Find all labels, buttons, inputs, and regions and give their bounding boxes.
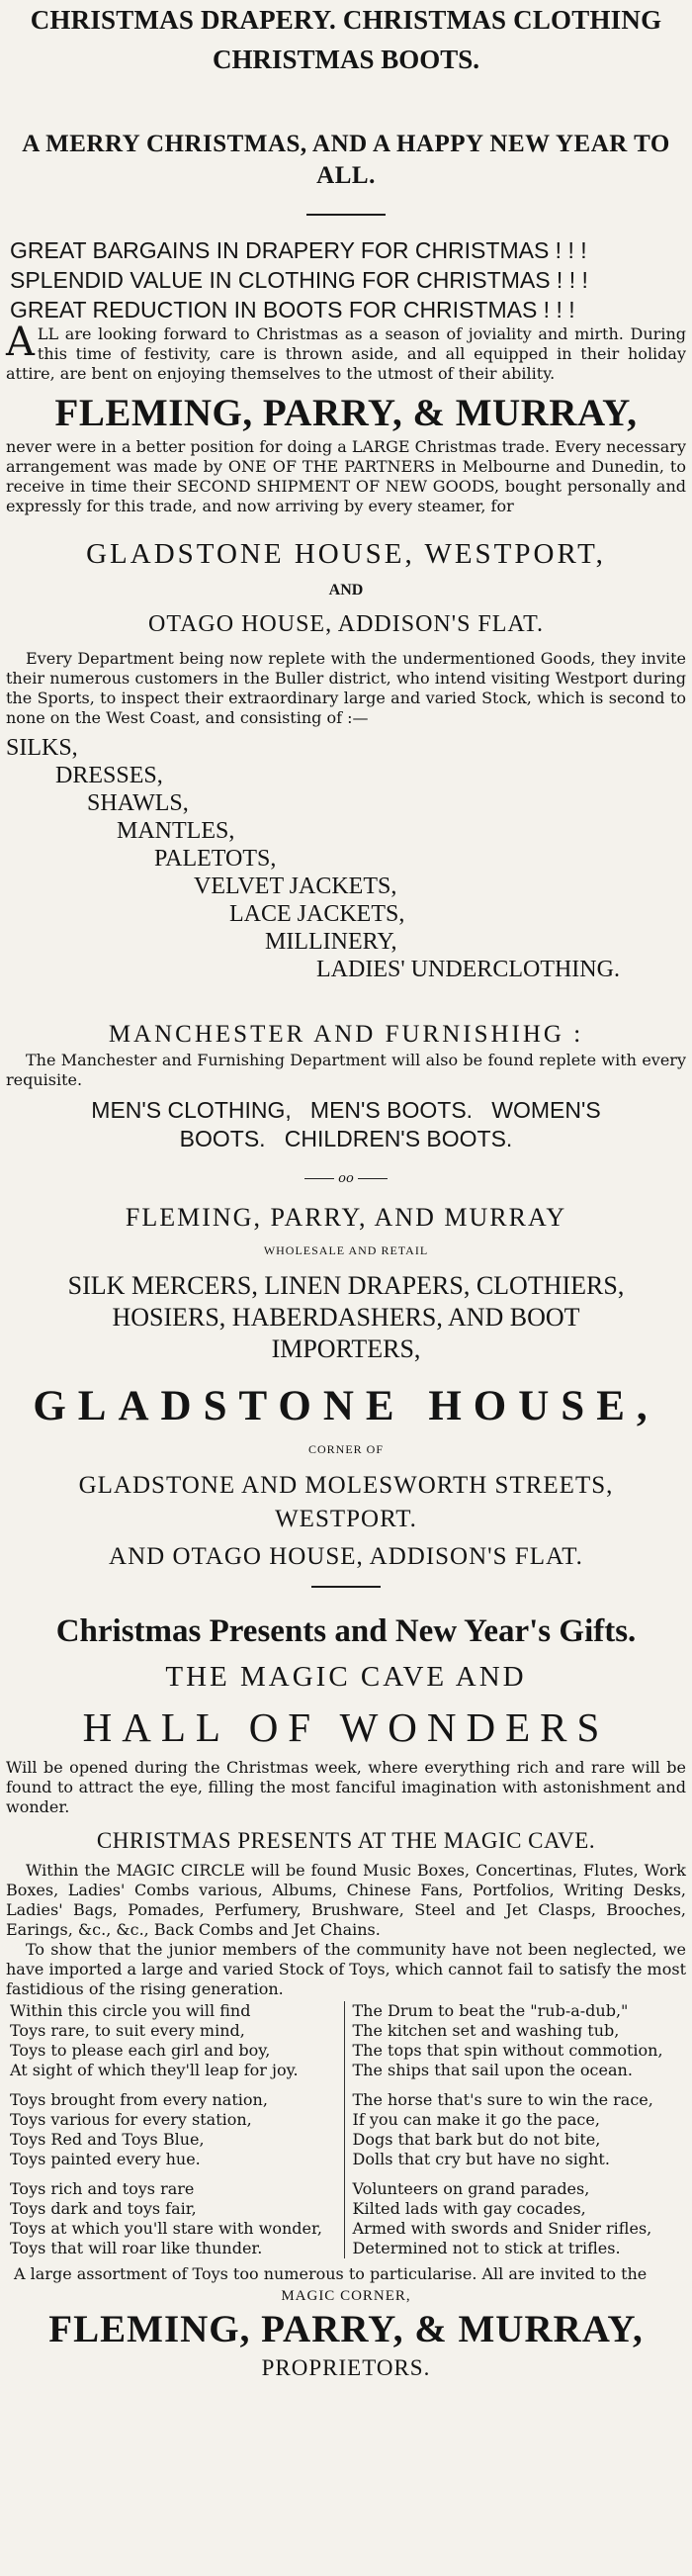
- poem-line: Toys painted every hue.: [10, 2150, 201, 2168]
- poem-stanza: [10, 2179, 340, 2258]
- poem-line: Kilted lads with gay cocades,: [352, 2199, 586, 2218]
- header-line-1: CHRISTMAS DRAPERY. CHRISTMAS CLOTHING: [30, 5, 662, 35]
- poem-stanza: [353, 2090, 683, 2169]
- poem-line: The horse that's sure to win the race,: [352, 2090, 653, 2109]
- poem-line: Toys rare, to suit every mind,: [10, 2021, 245, 2040]
- poem-line: Toys various for every station,: [10, 2110, 252, 2129]
- hall-of-wonders-heading: HALL OF WONDERS: [82, 1704, 610, 1750]
- gifts-title: Christmas Presents and New Year's Gifts.: [55, 1613, 637, 1649]
- poem-stanza: [353, 2001, 683, 2080]
- toys-poem: [6, 2001, 686, 2258]
- goods-item: DRESSES,: [55, 763, 163, 788]
- drop-cap-letter: A: [6, 320, 35, 365]
- bargain-drapery: GREAT BARGAINS IN DRAPERY FOR CHRISTMAS ! ! !: [10, 237, 587, 263]
- poem-line: Armed with swords and Snider rifles,: [352, 2219, 652, 2238]
- circle-paragraph: Within the MAGIC CIRCLE will be found Music Boxes, Concertinas, Flutes, Work Boxes, Ladies' Combs various, Albums, Chinese Fans, Portfolios, Writing Desks, Ladies' Bags, Pomades, Perfumery, Brushware, Steel and Jet Clasps, Brooches, Earings, &c., &c., Back Combs and Jet Chains.: [6, 1861, 686, 1939]
- town-line: WESTPORT.: [275, 1506, 417, 1532]
- poem-stanza: [353, 2179, 683, 2258]
- goods-item: LADIES' UNDERCLOTHING.: [316, 957, 620, 982]
- and-otago-line: AND OTAGO HOUSE, ADDISON'S FLAT.: [109, 1543, 583, 1570]
- goods-item: VELVET JACKETS,: [194, 874, 397, 899]
- separator-ornament: oo: [6, 1171, 686, 1186]
- goods-item: MILLINERY,: [265, 929, 397, 955]
- bargain-boots: GREAT REDUCTION IN BOOTS FOR CHRISTMAS ! ! !: [10, 297, 575, 322]
- department-paragraph: Every Department being now replete with the undermentioned Goods, they invite their numerous customers in the Buller district, who intend visiting Westport during the Sports, to inspect their extraordinary large and varied Stock, which is second to none on the West Coast, and consisting of :—: [6, 649, 686, 727]
- footer-firm-name: FLEMING, PARRY, & MURRAY,: [48, 2308, 644, 2350]
- goods-item: LACE JACKETS,: [229, 901, 405, 927]
- poem-line: The tops that spin without commotion,: [352, 2041, 663, 2060]
- merry-christmas-banner: A MERRY CHRISTMAS, AND A HAPPY NEW YEAR TO ALL.: [22, 131, 670, 189]
- poem-line: If you can make it go the pace,: [352, 2110, 600, 2129]
- clothing-line-1: MEN'S CLOTHING, MEN'S BOOTS. WOMEN'S: [91, 1097, 601, 1123]
- magic-cave-heading: THE MAGIC CAVE AND: [165, 1661, 527, 1693]
- poem-right-column: [344, 2001, 687, 2258]
- bargains-list: [6, 235, 686, 324]
- manchester-paragraph: The Manchester and Furnishing Department will also be found replete with every requisite.: [6, 1051, 686, 1089]
- poem-line: Determined not to stick at trifles.: [352, 2239, 621, 2257]
- poem-line: Toys dark and toys fair,: [10, 2199, 197, 2218]
- opening-paragraph: Will be opened during the Christmas week, where everything rich and rare will be found to attract the eye, filling the most fanciful imagination with astonishment and wonder.: [6, 1758, 686, 1816]
- bargain-clothing: SPLENDID VALUE IN CLOTHING FOR CHRISTMAS ! ! !: [10, 267, 588, 293]
- poem-line: Toys rich and toys rare: [10, 2179, 195, 2198]
- presents-heading: CHRISTMAS PRESENTS AT THE MAGIC CAVE.: [96, 1828, 596, 1853]
- divider-rule: [311, 1586, 381, 1588]
- trades-line-2: HOSIERS, HABERDASHERS, AND BOOT: [112, 1303, 580, 1332]
- streets-line: GLADSTONE AND MOLESWORTH STREETS,: [78, 1472, 614, 1499]
- poem-line: The ships that sail upon the ocean.: [352, 2061, 633, 2079]
- poem-line: At sight of which they'll leap for joy.: [10, 2061, 299, 2079]
- firm-title: FLEMING, PARRY, & MURRAY,: [54, 392, 638, 434]
- poem-line: The Drum to beat the "rub-a-dub,": [352, 2001, 629, 2020]
- magic-corner: MAGIC CORNER,: [281, 2288, 411, 2304]
- poem-stanza: [10, 2090, 340, 2169]
- otago-house-heading: OTAGO HOUSE, ADDISON'S FLAT.: [148, 611, 544, 637]
- gladstone-house-big: GLADSTONE HOUSE,: [33, 1383, 659, 1429]
- proprietors: PROPRIETORS.: [261, 2355, 431, 2380]
- goods-item: SILKS,: [6, 735, 78, 761]
- poem-line: Toys brought from every nation,: [10, 2090, 268, 2109]
- divider-rule: [306, 214, 386, 216]
- goods-item: MANTLES,: [117, 818, 235, 844]
- goods-item: PALETOTS,: [154, 846, 277, 872]
- manchester-heading: MANCHESTER AND FURNISHIHG :: [108, 1021, 584, 1048]
- firm-paragraph: never were in a better position for doing a LARGE Christmas trade. Every necessary arrangement was made by ONE OF THE PARTNERS in Melbourne and Dunedin, to receive in time their SECOND SHIPMENT OF NEW GOODS, bought personally and expressly for this trade, and now arriving by every steamer, for: [6, 437, 686, 515]
- poem-line: Toys that will roar like thunder.: [10, 2239, 263, 2257]
- poem-line: Toys to please each girl and boy,: [10, 2041, 271, 2060]
- intro-paragraph: [6, 320, 686, 384]
- poem-line: Dolls that cry but have no sight.: [352, 2150, 610, 2168]
- poem-line: Within this circle you will find: [10, 2001, 251, 2020]
- gladstone-house-heading: GLADSTONE HOUSE, WESTPORT,: [86, 538, 606, 570]
- and-word: AND: [328, 582, 364, 598]
- poem-line: Dogs that bark but do not bite,: [352, 2130, 601, 2149]
- poem-line: Toys at which you'll stare with wonder,: [10, 2219, 322, 2238]
- trades-line-3: IMPORTERS,: [271, 1334, 421, 1363]
- goods-list: [6, 734, 686, 983]
- corner-of: CORNER OF: [307, 1442, 384, 1456]
- junior-paragraph: To show that the junior members of the community have not been neglected, we have imported a large and varied Stock of Toys, which cannot fail to satisfy the most fastidious of the rising generation.: [6, 1940, 686, 1998]
- intro-text: LL are looking forward to Christmas as a season of joviality and mirth. During this time of festivity, care is thrown aside, and all equipped in their holiday attire, are bent on enjoying themselves to the utmost of their ability.: [6, 324, 686, 383]
- poem-left-column: [6, 2001, 344, 2258]
- header-line-2: CHRISTMAS BOOTS.: [212, 45, 480, 74]
- poem-stanza: [10, 2001, 340, 2080]
- newspaper-advertisement: [0, 4, 692, 2576]
- poem-line: Toys Red and Toys Blue,: [10, 2130, 205, 2149]
- trades-line-1: SILK MERCERS, LINEN DRAPERS, CLOTHIERS,: [67, 1271, 625, 1300]
- wholesale-retail: WHOLESALE AND RETAIL: [263, 1243, 429, 1257]
- assortment-paragraph: A large assortment of Toys too numerous to particularise. All are invited to the: [14, 2264, 648, 2283]
- poem-line: The kitchen set and washing tub,: [352, 2021, 620, 2040]
- poem-line: Volunteers on grand parades,: [352, 2179, 590, 2198]
- clothing-line-2: BOOTS. CHILDREN'S BOOTS.: [179, 1126, 513, 1151]
- firm2-name: FLEMING, PARRY, AND MURRAY: [125, 1203, 567, 1232]
- goods-item: SHAWLS,: [87, 790, 189, 816]
